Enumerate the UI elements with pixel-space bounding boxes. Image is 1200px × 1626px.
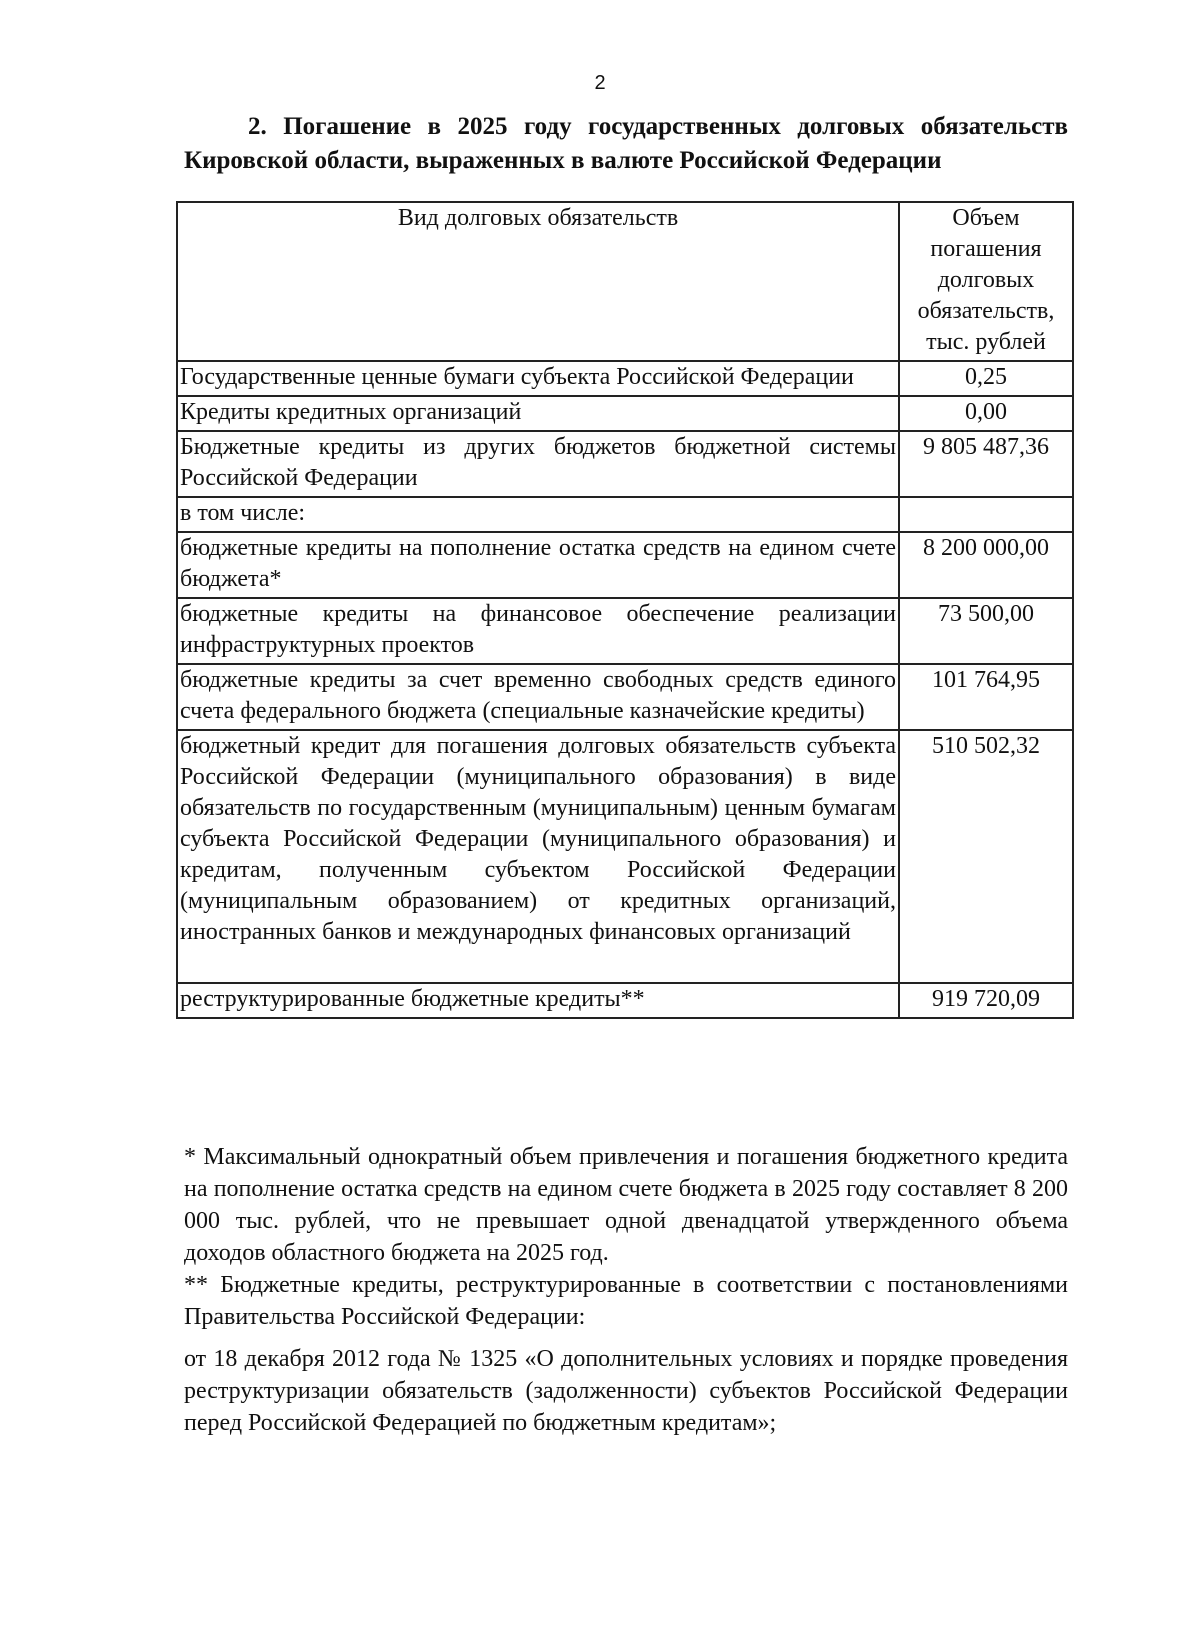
row-name: Государственные ценные бумаги субъекта Российской Федерации xyxy=(177,361,899,396)
footnote-double-asterisk: ** Бюджетные кредиты, реструктурированные в соответствии с постановлениями Правительства Российской Федерации: xyxy=(184,1272,1068,1330)
row-value: 73 500,00 xyxy=(899,598,1073,664)
footnotes xyxy=(184,1141,1068,1439)
row-name: бюджетный кредит для погашения долговых обязательств субъекта Российской Федерации (муниципального образования) в виде обязательств по государственным (муниципальным) ценным бумагам субъекта Российской Федерации (муниципального образования) и кредитам, полученным субъектом Российской Федерации (муниципальным образованием) от кредитных организаций, иностранных банков и международных финансовых организаций xyxy=(177,730,899,983)
page-number: 2 xyxy=(594,72,606,94)
table-row xyxy=(177,532,1073,598)
row-value: 9 805 487,36 xyxy=(899,431,1073,497)
resolution-reference: от 18 декабря 2012 года № 1325 «О дополнительных условиях и порядке проведения реструктуризации обязательств (задолженности) субъектов Российской Федерации перед Российской Федерацией по бюджетным кредитам»; xyxy=(184,1346,1068,1436)
row-name: бюджетные кредиты на финансовое обеспечение реализации инфраструктурных проектов xyxy=(177,598,899,664)
row-name: бюджетные кредиты за счет временно свободных средств единого счета федерального бюджета (специальные казначейские кредиты) xyxy=(177,664,899,730)
row-value: 0,25 xyxy=(899,361,1073,396)
header-type: Вид долговых обязательств xyxy=(177,202,899,361)
row-value xyxy=(899,497,1073,532)
row-value: 919 720,09 xyxy=(899,983,1073,1018)
table-row xyxy=(177,497,1073,532)
row-name: Бюджетные кредиты из других бюджетов бюджетной системы Российской Федерации xyxy=(177,431,899,497)
table-row xyxy=(177,431,1073,497)
row-value: 0,00 xyxy=(899,396,1073,431)
section-heading xyxy=(184,110,1068,178)
row-value: 8 200 000,00 xyxy=(899,532,1073,598)
footnote-single-asterisk: * Максимальный однократный объем привлечения и погашения бюджетного кредита на пополнение остатка средств на едином счете бюджета в 2025 году составляет 8 200 000 тыс. рублей, что не превышает одной двенадцатой утвержденного объема доходов областного бюджета на 2025 год. xyxy=(184,1144,1068,1266)
table-row xyxy=(177,361,1073,396)
debt-repayment-table xyxy=(176,201,1074,1019)
section-number: 2. xyxy=(248,113,267,140)
row-name: Кредиты кредитных организаций xyxy=(177,396,899,431)
row-name: бюджетные кредиты на пополнение остатка средств на едином счете бюджета* xyxy=(177,532,899,598)
row-name: реструктурированные бюджетные кредиты** xyxy=(177,983,899,1018)
row-name: в том числе: xyxy=(177,497,899,532)
row-value: 101 764,95 xyxy=(899,664,1073,730)
table-row xyxy=(177,983,1073,1018)
section-title: Погашение в 2025 году государственных долговых обязательств Кировской области, выраженных в валюте Российской Федерации xyxy=(184,113,1069,174)
row-value: 510 502,32 xyxy=(899,730,1073,983)
header-volume: Объем погашения долговых обязательств, тыс. рублей xyxy=(899,202,1073,361)
table-row xyxy=(177,664,1073,730)
table-row xyxy=(177,730,1073,983)
table-row xyxy=(177,396,1073,431)
table-row xyxy=(177,598,1073,664)
table-header-row xyxy=(177,202,1073,361)
